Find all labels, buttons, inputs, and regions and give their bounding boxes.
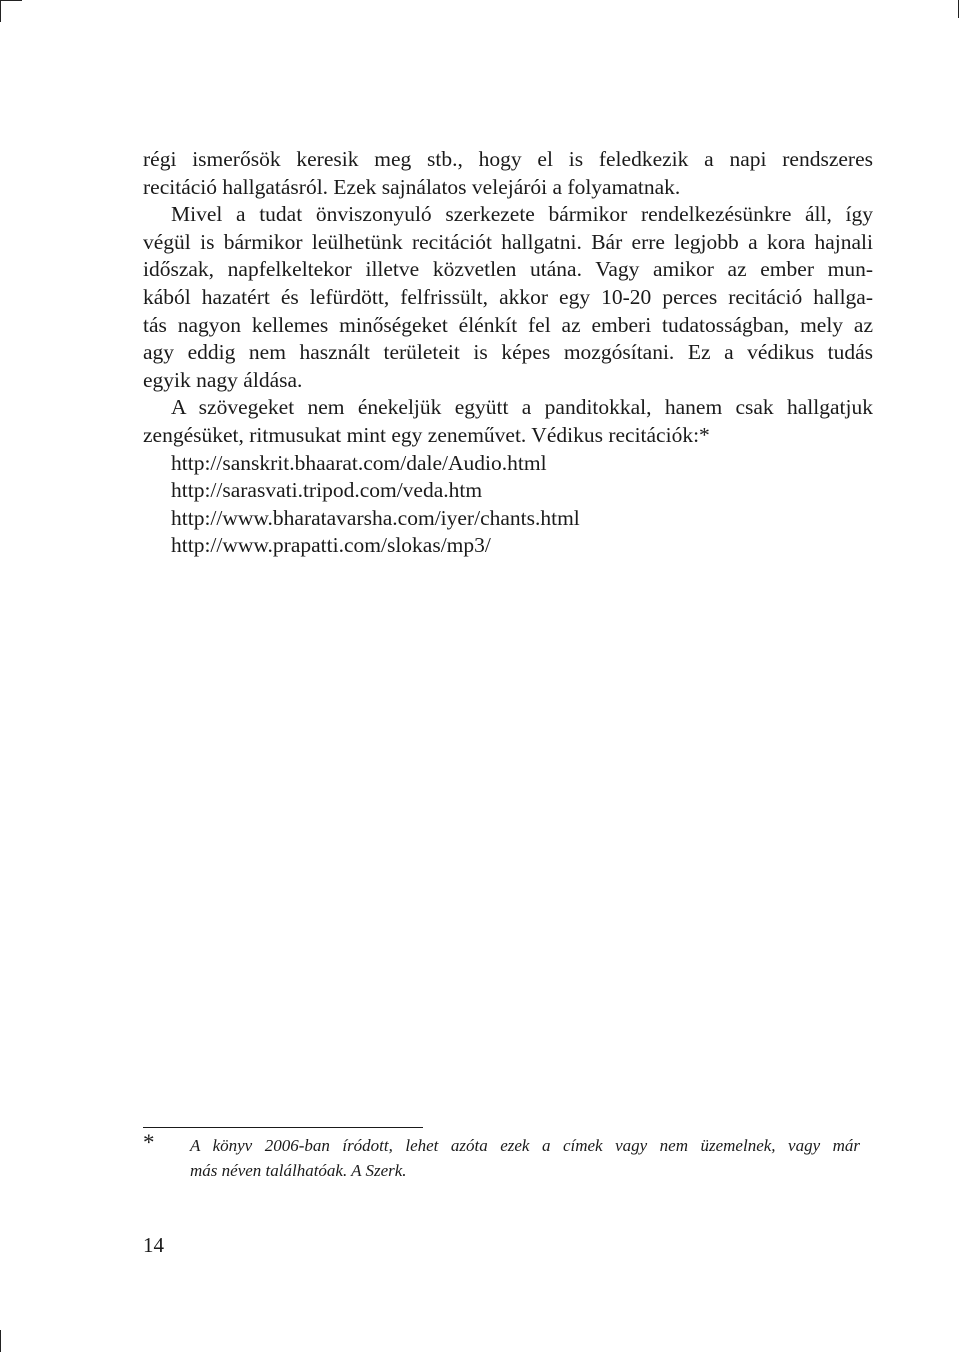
url-line: http://sanskrit.bhaarat.com/dale/Audio.html: [171, 450, 547, 475]
url-line: http://sarasvati.tripod.com/veda.htm: [171, 478, 483, 503]
crop-mark: [0, 0, 22, 1]
text-line: időszak, napfelkeltekor illetve közvetlen utána. Vagy amikor az ember mun-: [143, 257, 873, 282]
page-number: 14: [143, 1233, 164, 1257]
text-line: zengésüket, ritmusukat mint egy zeneművet. Védikus recitációk:*: [143, 422, 710, 447]
footnote-rule: [143, 1127, 423, 1128]
text-line: végül is bármikor leülhetünk recitációt hallgatni. Bár erre legjobb a kora hajnali: [143, 229, 873, 254]
url-line: http://www.prapatti.com/slokas/mp3/: [171, 533, 491, 558]
url-line: http://www.bharatavarsha.com/iyer/chants.html: [171, 505, 580, 530]
text-line: recitáció hallgatásról. Ezek sajnálatos velejárói a folyamatnak.: [143, 174, 681, 199]
text-line: kából hazatért és lefürdött, felfrissült, akkor egy 10-20 perces recitáció hallga-: [143, 284, 873, 309]
footnote-text: [190, 1133, 860, 1183]
text-line: A szövegeket nem énekeljük együtt a panditokkal, hanem csak hallgatjuk: [171, 395, 873, 420]
text-line: agy eddig nem használt területeit is képes mozgósítani. Ez a védikus tudás: [143, 340, 873, 365]
crop-mark: [0, 0, 1, 22]
footnote-line: más néven találhatóak. A Szerk.: [190, 1161, 407, 1180]
crop-mark: [0, 1330, 1, 1352]
body-text: [143, 146, 873, 560]
text-line: régi ismerősök keresik meg stb., hogy el is feledkezik a napi rendszeres: [143, 147, 873, 171]
footnote-marker: *: [143, 1130, 155, 1155]
footnote-line: A könyv 2006-ban íródott, lehet azóta ezek a címek vagy nem üzemelnek, vagy már: [190, 1136, 860, 1155]
text-line: tás nagyon kellemes minőségeket élénkít fel az emberi tudatosságban, mely az: [143, 312, 873, 337]
crop-mark: [958, 0, 959, 18]
text-line: egyik nagy áldása.: [143, 367, 303, 392]
text-line: Mivel a tudat önviszonyuló szerkezete bármikor rendelkezésünkre áll, így: [171, 202, 873, 227]
